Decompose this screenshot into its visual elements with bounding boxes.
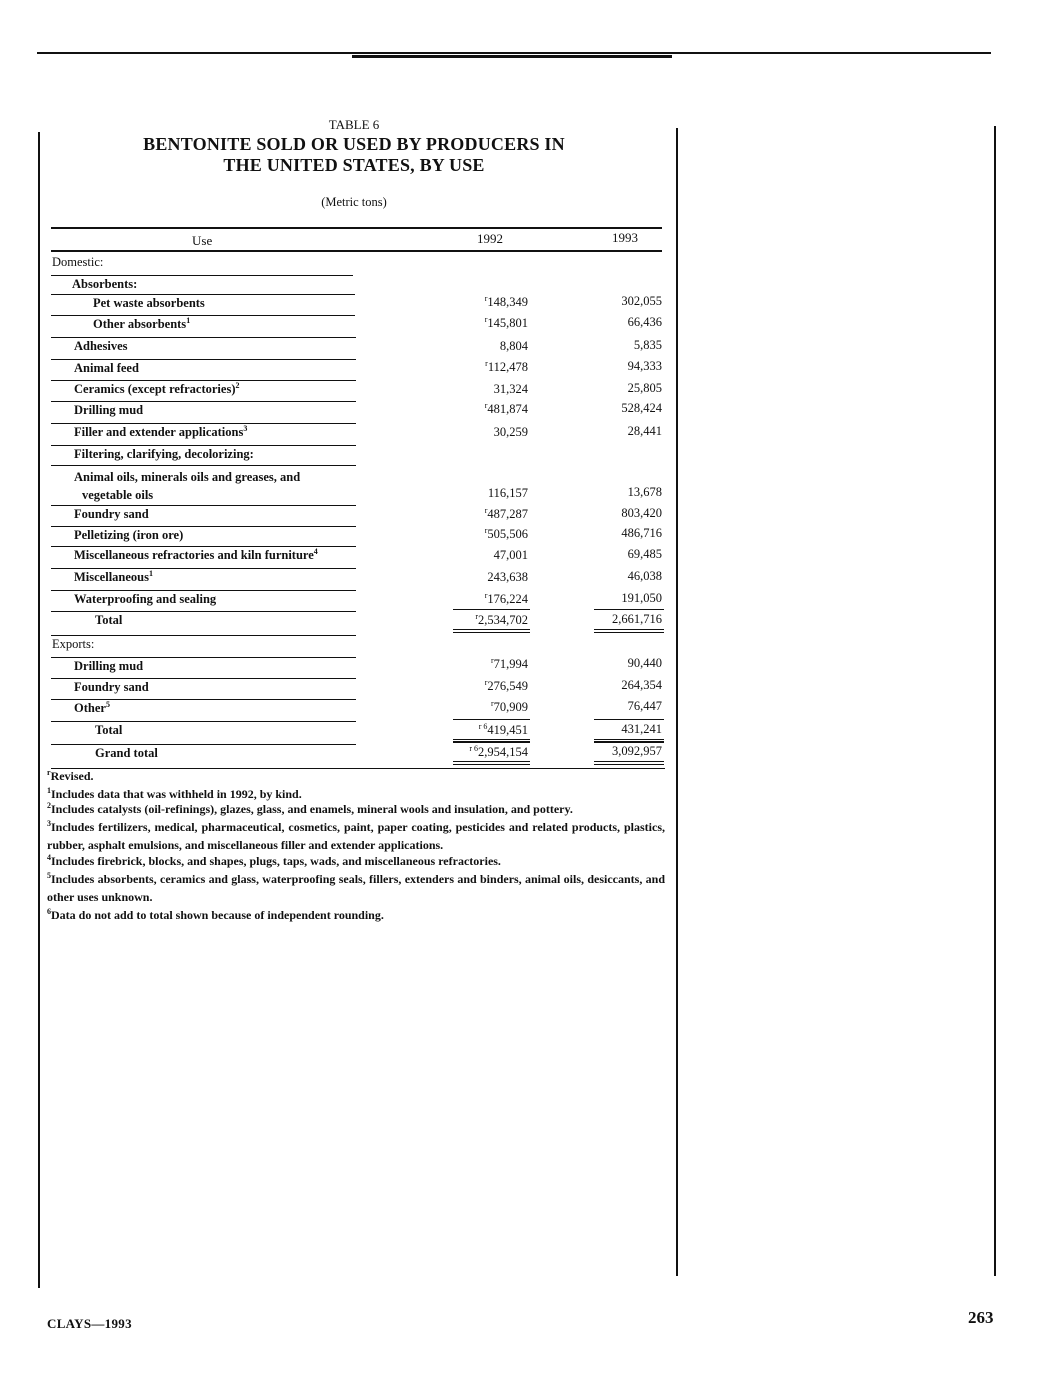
row-rule: [51, 380, 356, 381]
row-rule: [51, 337, 356, 338]
row-rule: [51, 423, 356, 424]
table-units: (Metric tons): [321, 195, 387, 209]
value-1992: 30,259: [493, 425, 528, 439]
row-label: Adhesives: [74, 339, 128, 353]
footnote: $^5$Includes absorbents, ceramics and glass, waterproofing seals, fillers, extenders and binders, animal oils, desiccants, and other uses unknown.: [47, 871, 665, 904]
value-1992: $^r$112,478: [485, 358, 528, 374]
footnote: $^1$Includes data that was withheld in 1992, by kind.: [47, 786, 302, 801]
row-rule: [51, 505, 356, 506]
value-1992: $^r$505,506: [484, 525, 528, 541]
row-rule: [51, 744, 356, 745]
title-line-2: THE UNITED STATES, BY USE: [223, 155, 485, 175]
row-label: Other absorbents$^1$: [93, 315, 191, 331]
table-title: [0, 134, 708, 176]
value-1993: 2,661,716: [612, 612, 662, 626]
row-label: Drilling mud: [74, 659, 144, 673]
top-rule: [37, 52, 991, 54]
value-1992: $^r$481,874: [484, 400, 528, 416]
footnote: $^3$Includes fertilizers, medical, pharmaceutical, cosmetics, paint, paper coating, pesticides and related products, plastics, rubber, asphalt emulsions, and miscellaneous filler and extender applications.: [47, 819, 665, 852]
row-label: Waterproofing and sealing: [74, 592, 217, 606]
row-label: Filtering, clarifying, decolorizing:: [74, 447, 254, 461]
row-label: Exports:: [52, 637, 95, 651]
row-rule: [51, 568, 356, 569]
total-rule: [453, 719, 530, 720]
row-label: Ceramics (except refractories)$^2$: [74, 380, 240, 396]
total-rule: [594, 609, 664, 610]
total-rule: [453, 629, 530, 630]
row-rule: [51, 294, 355, 295]
row-rule: [51, 465, 356, 466]
row-label: Filler and extender applications$^3$: [74, 423, 248, 439]
row-label: Miscellaneous$^1$: [74, 568, 153, 584]
value-1993: 46,038: [627, 569, 662, 583]
row-label: Absorbents:: [72, 277, 138, 291]
row-label: Pet waste absorbents: [93, 296, 205, 310]
value-1992: $^r$2,534,702: [475, 611, 528, 627]
row-label: Other$^5$: [74, 699, 110, 715]
value-1993: 5,835: [633, 338, 662, 352]
value-1992: $^r$70,909: [490, 698, 528, 714]
row-rule: [51, 590, 356, 591]
value-1993: 13,678: [627, 485, 662, 499]
value-1993: 486,716: [621, 526, 662, 540]
row-rule: [51, 699, 356, 700]
value-1993: 69,485: [627, 547, 662, 561]
value-1992: $^r$276,549: [484, 677, 528, 693]
row-rule: [51, 526, 356, 527]
footnote: $^r$Revised.: [47, 768, 94, 783]
value-1993: 191,050: [621, 591, 662, 605]
value-1992: $^r$148,349: [484, 293, 528, 309]
row-rule: [51, 359, 356, 360]
header-bottom-rule: [51, 250, 662, 252]
header-1992: 1992: [477, 231, 503, 246]
value-1992: 47,001: [493, 548, 528, 562]
row-rule: [51, 546, 356, 547]
right-column-rule: [994, 126, 996, 1276]
total-rule: [594, 761, 664, 762]
header-top-rule: [51, 227, 662, 229]
value-1992: 31,324: [493, 382, 528, 396]
value-1992: $^r$176,224: [484, 590, 528, 606]
table-label: TABLE 6: [328, 117, 380, 132]
total-rule: [594, 629, 664, 630]
row-label: Drilling mud: [74, 403, 144, 417]
row-label: Pelletizing (iron ore): [74, 528, 184, 542]
row-label: Total: [95, 723, 123, 737]
total-rule: [453, 764, 530, 765]
total-rule: [453, 609, 530, 610]
total-rule: [594, 719, 664, 720]
total-rule: [594, 741, 664, 742]
value-1993: 76,447: [627, 699, 662, 713]
value-1992: 116,157: [487, 486, 528, 500]
value-1993: 25,805: [627, 381, 662, 395]
row-rule: [51, 315, 355, 316]
total-rule: [453, 741, 530, 742]
row-label: Foundry sand: [74, 507, 149, 521]
value-1992: $^r$ $^6$419,451: [478, 721, 528, 737]
left-column-rule: [38, 132, 40, 1288]
row-label: Miscellaneous refractories and kiln furniture$^4$: [74, 546, 318, 562]
value-1993: 803,420: [621, 506, 662, 520]
row-label: Animal oils, minerals oils and greases, and vegetable oils: [74, 470, 301, 502]
row-rule: [51, 401, 356, 402]
value-1992: $^r$487,287: [484, 505, 528, 521]
value-1993: 28,441: [627, 424, 662, 438]
row-rule: [51, 445, 356, 446]
value-1993: 94,333: [627, 359, 662, 373]
footnote: $^6$Data do not add to total shown because of independent rounding.: [47, 907, 384, 922]
header-use: Use: [192, 233, 213, 248]
row-label: Domestic:: [52, 255, 104, 269]
row-rule: [51, 275, 353, 276]
footnote: $^4$Includes firebrick, blocks, and shapes, plugs, taps, wads, and miscellaneous refractories.: [47, 853, 501, 868]
page-number: 263: [968, 1308, 994, 1327]
value-1993: 3,092,957: [612, 744, 662, 758]
top-rule-thick: [352, 55, 672, 58]
row-rule: [51, 611, 356, 612]
value-1993: 264,354: [621, 678, 662, 692]
total-rule: [594, 739, 664, 740]
value-1993: 90,440: [627, 656, 662, 670]
header-1993: 1993: [612, 230, 638, 245]
middle-column-rule: [676, 128, 678, 1276]
value-1993: 66,436: [627, 315, 662, 329]
row-label: Grand total: [95, 746, 158, 760]
total-rule: [594, 632, 664, 633]
value-1992: $^r$145,801: [484, 314, 528, 330]
value-1992: $^r$ $^6$2,954,154: [469, 743, 528, 759]
value-1993: 302,055: [621, 294, 662, 308]
row-rule: [51, 635, 356, 636]
title-line-1: BENTONITE SOLD OR USED BY PRODUCERS IN: [143, 134, 565, 154]
footnote: $^2$Includes catalysts (oil-refinings), glazes, glass, and enamels, mineral wools and insulation, and pottery.: [47, 801, 573, 816]
total-rule: [453, 632, 530, 633]
row-label: Animal feed: [74, 361, 139, 375]
total-rule: [594, 764, 664, 765]
footer-section-label: CLAYS—1993: [47, 1316, 132, 1331]
value-1993: 431,241: [621, 722, 662, 736]
total-rule: [453, 761, 530, 762]
value-1992: 8,804: [499, 339, 528, 353]
value-1993: 528,424: [621, 401, 662, 415]
row-label: Total: [95, 613, 123, 627]
row-rule: [51, 721, 356, 722]
value-1992: $^r$71,994: [490, 655, 528, 671]
value-1992: 243,638: [487, 570, 528, 584]
row-rule: [51, 678, 356, 679]
total-rule: [453, 739, 530, 740]
row-label: Foundry sand: [74, 680, 149, 694]
row-rule: [51, 657, 356, 658]
